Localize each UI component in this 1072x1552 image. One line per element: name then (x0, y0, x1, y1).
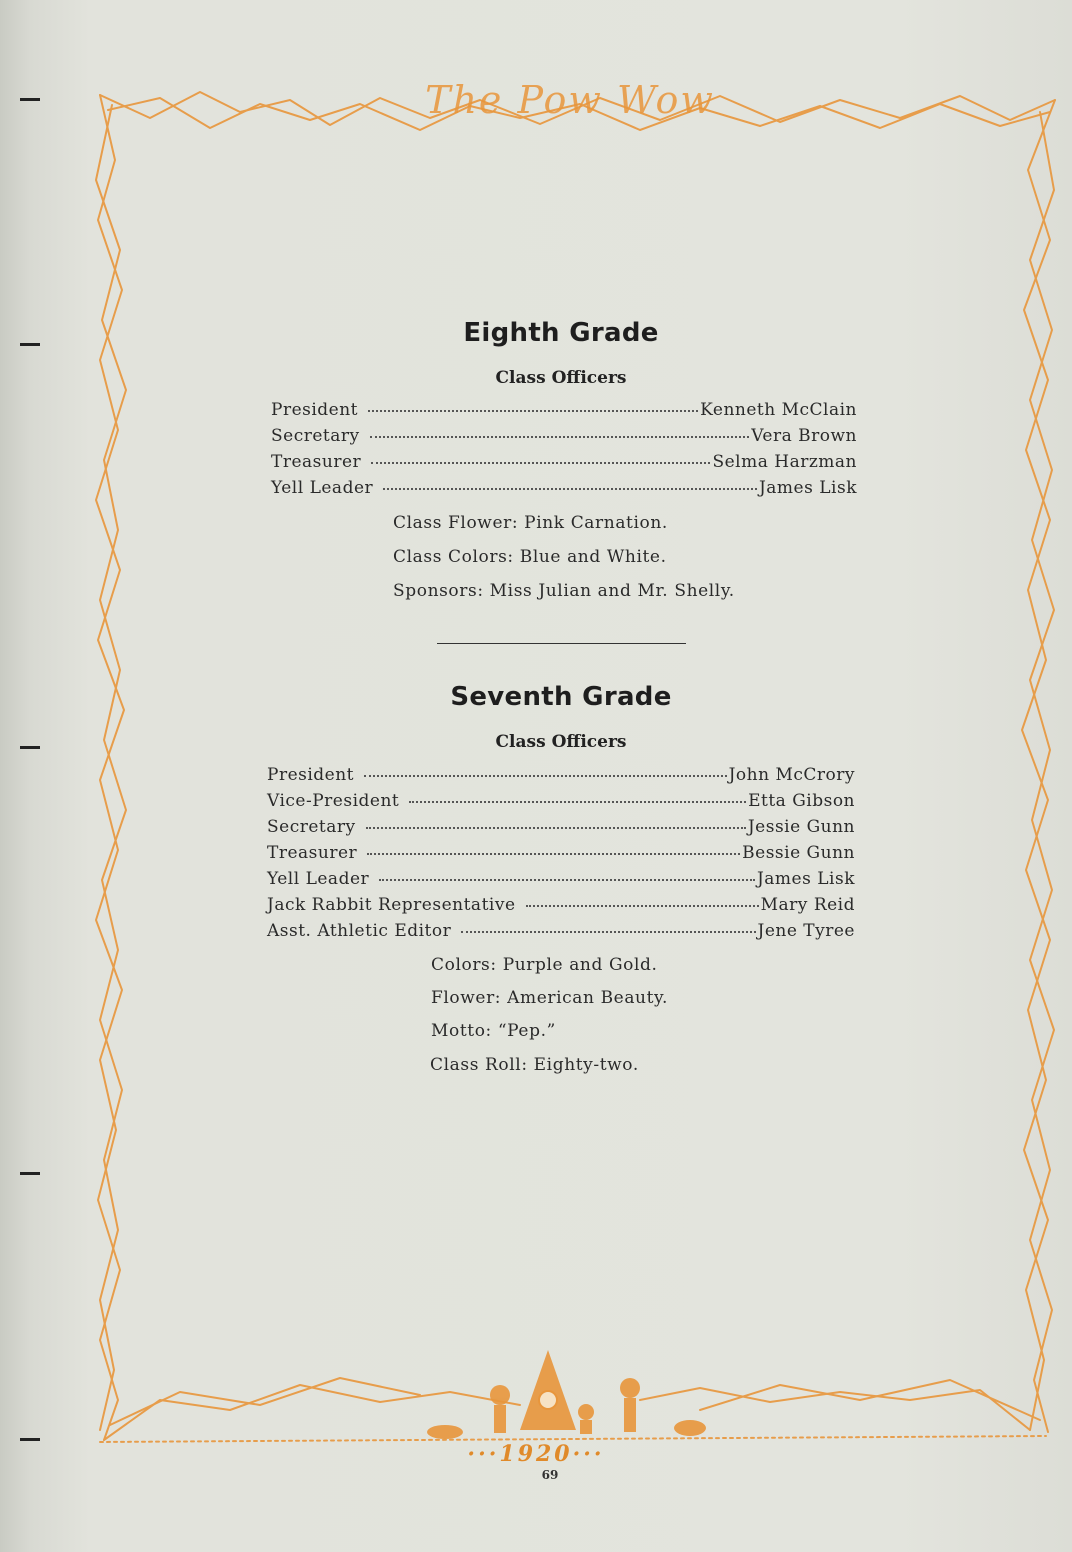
page-number: 69 (541, 1468, 559, 1482)
eighth-sponsors: Sponsors: Miss Julian and Mr. Shelly. (393, 581, 735, 601)
officer-row (267, 921, 855, 947)
seventh-motto: Motto: “Pep.” (431, 1021, 556, 1041)
dot-leader (383, 488, 757, 490)
yearbook-script-title: The Pow Wow (425, 78, 715, 122)
dot-leader (371, 462, 710, 464)
dot-leader (461, 931, 755, 933)
dot-leader (370, 436, 750, 438)
officer-name: Etta Gibson (748, 791, 855, 811)
dot-leader (364, 775, 727, 777)
seventh-grade-title: Seventh Grade (450, 682, 672, 712)
officer-name: Jene Tyree (757, 921, 855, 941)
officer-name: Jessie Gunn (747, 817, 855, 837)
eighth-officers-heading: Class Officers (495, 368, 627, 388)
seventh-officers-heading: Class Officers (495, 732, 627, 752)
officer-row (271, 478, 857, 504)
binding-mark (20, 1172, 40, 1175)
officer-role: Asst. Athletic Editor (267, 921, 452, 941)
section-divider (437, 643, 686, 644)
officer-role: Jack Rabbit Representative (267, 895, 516, 915)
officer-role: Treasurer (271, 452, 362, 472)
officer-row (267, 843, 855, 869)
dot-leader (367, 853, 740, 855)
officer-name: Bessie Gunn (742, 843, 855, 863)
officer-role: President (267, 765, 355, 785)
officer-name: Kenneth McClain (700, 400, 857, 420)
eighth-class-colors: Class Colors: Blue and White. (393, 547, 667, 567)
binding-mark (20, 98, 40, 101)
officer-name: James Lisk (758, 478, 857, 498)
eighth-officers-list (271, 400, 857, 504)
officer-row (271, 400, 857, 426)
officer-role: President (271, 400, 359, 420)
dot-leader (409, 801, 746, 803)
officer-row (267, 791, 855, 817)
officer-role: Secretary (271, 426, 360, 446)
officer-row (267, 895, 855, 921)
eighth-grade-title: Eighth Grade (463, 318, 659, 348)
officer-role: Treasurer (267, 843, 358, 863)
officer-name: James Lisk (756, 869, 855, 889)
officer-row (271, 426, 857, 452)
dot-leader (526, 905, 759, 907)
seventh-officers-list (267, 765, 855, 947)
officer-role: Yell Leader (271, 478, 374, 498)
officer-role: Vice-President (267, 791, 400, 811)
officer-role: Secretary (267, 817, 356, 837)
officer-row (267, 765, 855, 791)
yearbook-year: ···1920··· (467, 1441, 605, 1467)
officer-name: John McCrory (728, 765, 855, 785)
seventh-class-roll: Class Roll: Eighty-two. (430, 1055, 639, 1075)
seventh-flower: Flower: American Beauty. (431, 988, 668, 1008)
officer-name: Vera Brown (751, 426, 857, 446)
officer-name: Selma Harzman (712, 452, 857, 472)
dot-leader (379, 879, 755, 881)
officer-row (271, 452, 857, 478)
officer-row (267, 869, 855, 895)
eighth-class-flower: Class Flower: Pink Carnation. (393, 513, 668, 533)
officer-role: Yell Leader (267, 869, 370, 889)
officer-name: Mary Reid (760, 895, 855, 915)
dot-leader (368, 410, 698, 412)
dot-leader (366, 827, 746, 829)
seventh-colors: Colors: Purple and Gold. (431, 955, 658, 975)
officer-row (267, 817, 855, 843)
